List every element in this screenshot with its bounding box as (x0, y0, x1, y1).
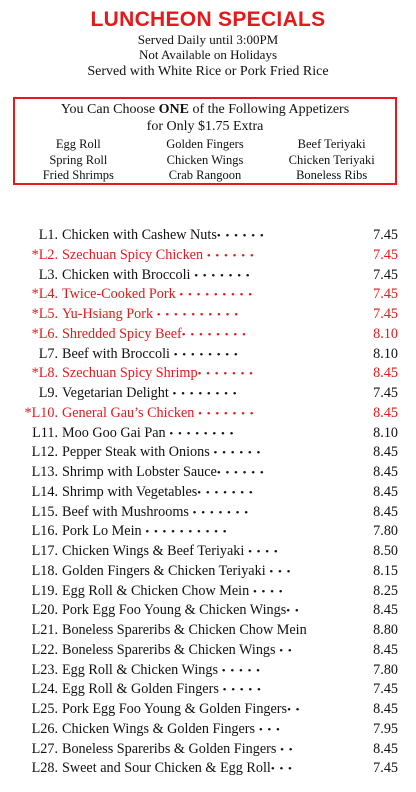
item-code: L13. (31, 464, 58, 480)
item-name: Pepper Steak with Onions (62, 444, 210, 461)
appetizer-item: Chicken Wings (166, 152, 244, 167)
item-name: Shredded Spicy Beef (62, 325, 182, 342)
menu-item (0, 601, 416, 621)
item-price: 8.45 (373, 404, 398, 421)
item-dots: • • • (265, 565, 292, 578)
item-dots: • • • • • • • • • • (141, 526, 228, 539)
item-price: 8.45 (373, 503, 398, 520)
item-price: 8.45 (373, 464, 398, 480)
item-name-wrap (62, 522, 228, 543)
menu-item (0, 483, 416, 503)
menu-item (0, 720, 416, 740)
item-price: 7.45 (373, 246, 398, 263)
item-dots: • • • • • • (209, 447, 262, 460)
item-name: Beef with Broccoli (62, 345, 170, 362)
menu-item (0, 661, 416, 681)
item-name-wrap (62, 661, 261, 682)
menu-item (0, 562, 416, 582)
item-name-wrap (62, 641, 293, 662)
item-name: Golden Fingers & Chicken Teriyaki (62, 562, 266, 579)
item-code: L20. (31, 602, 58, 619)
item-price: 8.45 (373, 483, 398, 500)
item-dots: • • • • • (218, 684, 262, 697)
item-name: Boneless Spareribs & Chicken Chow Mein (62, 622, 307, 638)
appetizer-item: Fried Shrimps (42, 168, 114, 182)
menu-item (0, 226, 416, 246)
menu-item (0, 759, 416, 779)
menu-item (0, 384, 416, 404)
item-name-wrap (62, 601, 300, 622)
item-name-wrap (62, 759, 293, 780)
item-price: 7.45 (373, 266, 398, 283)
item-dots: • • • • • • • • • • (153, 309, 240, 321)
item-code: L11. (32, 424, 58, 441)
item-name: Shrimp with Lobster Sauce (62, 464, 217, 480)
item-name: Yu-Hsiang Pork (62, 306, 154, 322)
item-name-wrap (62, 740, 294, 761)
item-name-wrap (62, 582, 284, 603)
appetizer-item: Beef Teriyaki (297, 137, 366, 151)
menu-item (0, 325, 416, 345)
item-name: Egg Roll & Chicken Chow Mein (62, 582, 250, 599)
item-price: 8.45 (373, 602, 398, 619)
item-name-wrap (62, 680, 262, 701)
item-price: 8.45 (373, 740, 398, 757)
item-dots: • • • (255, 723, 281, 736)
item-name-wrap (62, 305, 239, 326)
item-dots: • • • • • • • • (165, 427, 235, 440)
item-name: Pork Egg Foo Young & Chicken Wings (62, 602, 287, 619)
holiday-notice: Not Available on Holidays (138, 47, 278, 62)
item-dots: • • (286, 605, 300, 618)
item-name-wrap (62, 364, 254, 385)
appetizer-item: Crab Rangoon (168, 168, 242, 182)
item-name-wrap (62, 246, 255, 267)
item-dots: • • • • • • • (197, 486, 254, 499)
menu-item (0, 522, 416, 542)
item-name-wrap (62, 226, 265, 247)
item-price: 7.80 (373, 661, 398, 678)
menu-item (0, 700, 416, 720)
item-code: *L10. (24, 404, 58, 421)
page-title: LUNCHEON SPECIALS (90, 8, 326, 31)
item-price: 7.45 (373, 681, 398, 698)
menu-item (0, 582, 416, 602)
item-price: 7.45 (373, 306, 398, 322)
item-price: 8.50 (373, 543, 398, 559)
menu-item (0, 542, 416, 562)
item-name-wrap (62, 720, 281, 741)
item-code: L21. (31, 622, 58, 638)
item-price: 7.45 (373, 227, 398, 243)
item-name: Beef with Mushrooms (62, 503, 189, 520)
menu-item (0, 463, 416, 483)
item-name-wrap (62, 542, 279, 563)
item-name-wrap (62, 503, 249, 524)
item-code: L25. (31, 701, 58, 717)
item-name-wrap (62, 463, 265, 484)
item-code: L3. (38, 266, 58, 283)
appetizer-box (13, 97, 397, 185)
item-name: Chicken Wings & Beef Teriyaki (62, 543, 245, 559)
item-dots: • • • • • • (216, 467, 265, 479)
item-code: *L5. (31, 306, 58, 322)
item-dots: • • • • (249, 585, 284, 598)
item-name: Pork Egg Foo Young & Golden Fingers (62, 701, 288, 717)
item-name: Boneless Spareribs & Chicken Wings (62, 641, 276, 658)
item-price: 8.80 (373, 622, 398, 638)
item-name: Pork Lo Mein (62, 523, 142, 540)
item-price: 8.45 (373, 641, 398, 658)
item-dots: • • • • • • • (197, 368, 255, 381)
item-name: Chicken with Cashew Nuts (62, 227, 217, 243)
item-price: 7.45 (373, 760, 398, 777)
item-name-wrap (62, 621, 307, 642)
menu-item (0, 285, 416, 305)
menu-item (0, 621, 416, 641)
item-name: Szechuan Spicy Shrimp (62, 365, 198, 382)
appetizer-item: Egg Roll (55, 137, 101, 151)
item-price: 8.45 (373, 444, 398, 461)
item-dots: • • • • • • • (190, 269, 251, 282)
item-name: Egg Roll & Golden Fingers (62, 681, 219, 698)
item-name: Vegetarian Delight (62, 385, 169, 401)
item-price: 7.95 (373, 720, 398, 737)
item-name-wrap (62, 404, 255, 425)
item-dots: • • (275, 644, 293, 657)
item-dots: • • • (270, 763, 293, 776)
item-price: 8.15 (373, 562, 398, 579)
item-name: Shrimp with Vegetables (62, 483, 198, 500)
item-code: L18. (31, 562, 58, 579)
menu-item (0, 266, 416, 286)
item-name: Boneless Spareribs & Golden Fingers (62, 740, 277, 757)
item-dots: • • • • • • (216, 230, 265, 242)
menu-item (0, 740, 416, 760)
item-dots: • • • • • • • (188, 506, 250, 519)
item-dots: • • • • • • • • • (175, 289, 254, 302)
item-code: *L2. (31, 246, 58, 263)
item-name: Chicken with Broccoli (62, 266, 191, 283)
menu-item (0, 246, 416, 266)
item-dots: • • • • • • • • (169, 348, 239, 361)
item-code: L24. (31, 681, 58, 698)
item-name-wrap (62, 443, 261, 464)
item-price: 8.45 (373, 701, 398, 717)
item-dots: • • • • (244, 546, 279, 558)
menu-item (0, 345, 416, 365)
item-name-wrap (62, 384, 238, 405)
item-code: L28. (31, 760, 58, 777)
menu-item (0, 503, 416, 523)
item-code: L15. (31, 503, 58, 520)
item-price: 7.80 (373, 523, 398, 540)
item-dots: • • • • • • (203, 249, 255, 262)
item-code: L23. (31, 661, 58, 678)
item-name: Sweet and Sour Chicken & Egg Roll (62, 760, 271, 777)
appetizer-item: Spring Roll (49, 152, 108, 167)
menu-item (0, 424, 416, 444)
item-code: *L6. (31, 325, 58, 342)
item-dots: • • • • • • • • (168, 388, 238, 400)
item-price: 8.45 (373, 365, 398, 382)
item-dots: • • • • • (218, 664, 262, 677)
item-name: Moo Goo Gai Pan (62, 424, 166, 441)
item-code: L14. (31, 483, 58, 500)
item-dots: • • (287, 704, 301, 716)
item-name-wrap (62, 424, 234, 445)
item-dots: • • • • • • • • (181, 328, 247, 341)
item-name-wrap (62, 483, 254, 504)
rice-notice: Served with White Rice or Pork Fried Rice (87, 64, 329, 79)
item-code: L27. (31, 740, 58, 757)
item-name: Egg Roll & Chicken Wings (62, 661, 219, 678)
appetizer-item: Chicken Teriyaki (288, 152, 375, 167)
item-name-wrap (62, 285, 253, 306)
item-dots: • • (276, 743, 294, 756)
item-code: L22. (31, 641, 58, 658)
appetizer-list (15, 137, 395, 184)
item-price: 8.25 (373, 582, 398, 599)
item-price: 8.10 (373, 325, 398, 342)
item-code: L17. (31, 543, 58, 559)
item-name: Twice-Cooked Pork (62, 286, 176, 303)
item-code: L26. (31, 720, 58, 737)
item-code: L16. (31, 523, 58, 540)
item-code: *L4. (31, 286, 58, 303)
item-name-wrap (62, 266, 251, 287)
item-price: 8.10 (373, 345, 398, 362)
menu-item (0, 443, 416, 463)
item-code: L19. (31, 582, 58, 599)
item-code: L7. (38, 345, 58, 362)
item-name: Chicken Wings & Golden Fingers (62, 720, 256, 737)
appetizer-heading: You Can Choose ONE of the Following Appetizers (60, 102, 350, 117)
appetizer-item: Boneless Ribs (296, 168, 368, 182)
item-name: General Gau’s Chicken (62, 404, 195, 421)
appetizer-item: Golden Fingers (166, 137, 244, 151)
served-hours: Served Daily until 3:00PM (137, 32, 279, 47)
item-price: 7.45 (373, 385, 398, 401)
menu-item (0, 305, 416, 325)
item-name-wrap (62, 345, 239, 366)
item-price: 8.10 (373, 424, 398, 441)
item-price: 7.45 (373, 286, 398, 303)
item-name: Szechuan Spicy Chicken (62, 246, 204, 263)
menu-item (0, 680, 416, 700)
menu-list (0, 226, 416, 779)
item-code: L12. (31, 444, 58, 461)
menu-item (0, 364, 416, 384)
item-code: L1. (38, 227, 58, 243)
menu-item (0, 404, 416, 424)
item-name-wrap (62, 562, 291, 583)
menu-item (0, 641, 416, 661)
item-dots: • • • • • • • (194, 407, 255, 420)
item-name-wrap (62, 700, 301, 721)
item-name-wrap (62, 325, 247, 346)
item-code: *L8. (31, 365, 58, 382)
appetizer-price: for Only $1.75 Extra (146, 119, 264, 134)
item-code: L9. (38, 385, 58, 401)
